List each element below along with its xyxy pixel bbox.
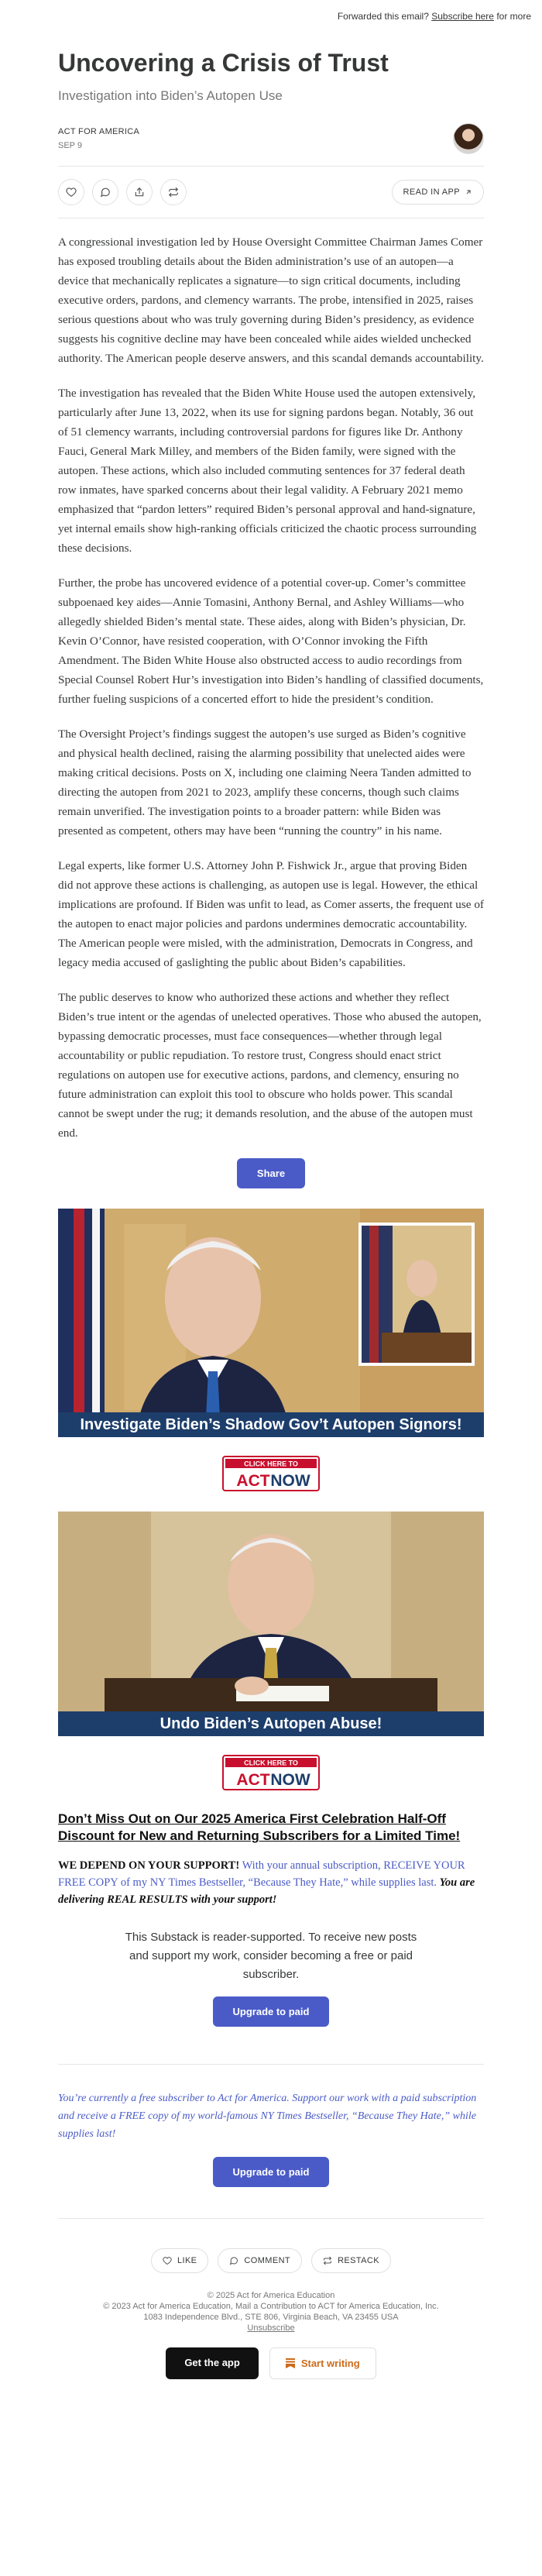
act-now-now-text: NOW [270, 1472, 310, 1491]
post-body [58, 232, 484, 1143]
banner-caption: Investigate Biden’s Shadow Gov’t Autopen Signors! [58, 1412, 484, 1437]
act-now-top-text: CLICK HERE TO [244, 1460, 298, 1468]
free-subscriber-message[interactable]: You’re currently a free subscriber to Act for America. Support our work with a paid subscription and receive a FREE copy of my world-famous NY Times Bestseller, “Because They Hate,” while supplies last! [58, 2093, 477, 2141]
promo-results-text: You are delivering REAL RESULTS with your support! [58, 1876, 475, 1907]
post-title[interactable]: Uncovering a Crisis of Trust [58, 49, 389, 77]
restack-icon [168, 187, 179, 198]
act-now-graphic [222, 1755, 320, 1790]
heart-icon [163, 2256, 172, 2265]
act-now-act-text: ACT [236, 1472, 270, 1491]
divider [58, 2218, 484, 2219]
restack-icon [323, 2256, 332, 2265]
forwarded-text: Forwarded this email? [337, 11, 429, 22]
biden-podium-photo [58, 1209, 484, 1437]
body-paragraph: Further, the probe has uncovered evidence of a potential cover-up. Comer’s committee subpoenaed key aides—Annie Tomasini, Anthony Bernal, and Ashley Williams—who allegedly shielded Biden’s mental state. These aides, along with Biden’s physician, Dr. Kevin O’Connor, have resisted cooperation, with O’Connor invoking the Fifth Amendment. The Biden White House also obstructed access to audio recordings from Special Counsel Robert Hur’s investigation into Biden’s handling of classified documents, further fueling suspicions of a concerted effort to hide the president’s condition. [58, 576, 484, 707]
body-paragraph: The investigation has revealed that the Biden White House used the autopen extensively, particularly after June 13, 2022, when its use for signing pardons began. Notably, 36 out of 51 clemency warrants, including controversial pardons for figures like Dr. Anthony Fauci, General Mark Milley, and members of the Biden family, were signed with the autopen. These actions, which also included commuting sentences for 37 federal death row inmates, have sparked concerns about their legal validity. A February 2021 memo emphasized that “pardon letters” required Biden’s personal approval and hand-signature, yet internal emails show high-ranking officials criticized the chaotic process surrounding these decisions. [58, 387, 477, 555]
start-writing-label: Start writing [300, 2358, 360, 2370]
forwarded-notice [0, 0, 542, 23]
footer-copyright: © 2025 Act for America Education [207, 2291, 335, 2301]
footer-actions [58, 2248, 484, 2273]
start-writing-button[interactable] [269, 2347, 376, 2379]
footer-legal [58, 2290, 484, 2334]
app-cta-row [58, 2347, 484, 2379]
footer-address-line: 1083 Independence Blvd., STE 806, Virginia Beach, VA 23455 USA [143, 2313, 399, 2323]
footer-restack-label: RESTACK [338, 2256, 380, 2266]
act-now-button[interactable] [222, 1755, 320, 1790]
arrow-up-right-icon [465, 188, 472, 196]
share-button[interactable]: Share [237, 1158, 305, 1188]
footer-restack-button[interactable] [311, 2248, 391, 2273]
act-now-act-text: ACT [236, 1771, 270, 1790]
footer-like-button[interactable] [151, 2248, 208, 2273]
read-in-app-button[interactable] [392, 180, 484, 205]
subscribe-here-link[interactable]: Subscribe here [431, 11, 494, 22]
unsubscribe-link[interactable]: Unsubscribe [247, 2323, 295, 2334]
footer-comment-label: COMMENT [244, 2256, 291, 2266]
comment-button[interactable] [92, 179, 118, 205]
act-now-button[interactable] [222, 1456, 320, 1491]
body-paragraph: Legal experts, like former U.S. Attorney John P. Fishwick Jr., argue that proving Biden did not approve these actions is challenging, as autopen use is legal. However, the ethical implications are profound. If Biden was unfit to lead, as Comer asserts, the frequent use of the autopen to enact major policies and pardons undermines democratic accountability. The American people were misled, with the administration, Democrats in Congress, and legacy media accused of gaslighting the public about Biden’s capabilities. [58, 859, 484, 970]
author-avatar[interactable] [453, 123, 484, 154]
read-in-app-label: READ IN APP [403, 187, 460, 198]
upgrade-to-paid-button[interactable]: Upgrade to paid [213, 1996, 330, 2027]
promo-text [58, 1857, 484, 1908]
comment-icon [229, 2256, 238, 2265]
promo-offer-link[interactable]: With your annual subscription, RECEIVE YOUR FREE COPY of my NY Times Bestseller, “Because They Hate,” while supplies last. [58, 1859, 465, 1890]
restack-button[interactable] [160, 179, 187, 205]
footer-like-label: LIKE [177, 2256, 197, 2266]
act-now-top-text: CLICK HERE TO [244, 1759, 298, 1767]
heart-icon [66, 187, 77, 198]
byline [58, 122, 484, 155]
post-subtitle: Investigation into Biden’s Autopen Use [58, 88, 283, 104]
post-container [58, 48, 484, 2379]
act-now-graphic [222, 1456, 320, 1491]
comment-icon [100, 187, 111, 198]
post-action-bar [58, 167, 484, 218]
body-paragraph: The Oversight Project’s findings suggest the autopen’s use surged as Biden’s cognitive and physical health declined, raising the alarming possibility that unelected aides were making critical decisions. Posts on X, including one claiming Neera Tanden admitted to directing the autopen from 2021 to 2023, amplify these concerns, though such claims remain unverified. The investigation points to a broader pattern: while Biden was presented as competent, others may have been “running the country” in his name. [58, 727, 472, 838]
share-icon-button[interactable] [126, 179, 153, 205]
like-button[interactable] [58, 179, 84, 205]
publication-name[interactable]: ACT FOR AMERICA [58, 127, 140, 137]
body-paragraph: A congressional investigation led by House Oversight Committee Chairman James Comer has exposed troubling details about the Biden administration’s use of an autopen—a device that mechanically replicates a signature—to sign critical documents, including executive orders, pardons, and clemency warrants. The probe, intensified in 2025, raises serious questions about who was truly governing during Biden’s presidency, as evidence suggests his cognitive decline may have been concealed while aides wielded unchecked authority. The American people deserve answers, and this scandal demands accountability. [58, 236, 484, 366]
post-date: SEP 9 [58, 141, 82, 151]
banner-caption: Undo Biden’s Autopen Abuse! [58, 1711, 484, 1736]
autopen-signors-banner[interactable] [58, 1209, 484, 1437]
get-the-app-button[interactable]: Get the app [166, 2347, 259, 2379]
promo-depend-text: WE DEPEND ON YOUR SUPPORT! [58, 1859, 240, 1873]
promo-headline-link[interactable]: Don’t Miss Out on Our 2025 America First Celebration Half-Off Discount for New and Returning Subscribers for a Limited Time! [58, 1811, 461, 1844]
biden-signing-photo [58, 1512, 484, 1736]
divider [58, 2064, 484, 2065]
autopen-abuse-banner[interactable] [58, 1512, 484, 1736]
substack-logo-icon [286, 2358, 295, 2368]
share-icon [134, 187, 145, 198]
footer-address-line: © 2023 Act for America Education, Mail a Contribution to ACT for America Education, Inc. [103, 2302, 439, 2312]
footer-comment-button[interactable] [218, 2248, 302, 2273]
support-message: This Substack is reader-supported. To receive new posts and support my work, consider becoming a free or paid subscriber. [125, 1931, 417, 1982]
upgrade-to-paid-button[interactable]: Upgrade to paid [213, 2157, 330, 2187]
body-paragraph: The public deserves to know who authorized these actions and whether they reflect Biden’s true intent or the agendas of unelected operatives. Those who abused the autopen, bypassing democratic processes, must face consequences—whether through legal accountability or public repudiation. To restore trust, Congress should enact strict regulations on autopen use for executive actions, pardons, and clemency, ensuring no future administration can exploit this tool to obscure who holds power. This scandal cannot be swept under the rug; it demands resolution, and the abuse of the autopen must end. [58, 991, 482, 1140]
forwarded-suffix: for more [496, 11, 531, 22]
act-now-now-text: NOW [270, 1771, 310, 1790]
